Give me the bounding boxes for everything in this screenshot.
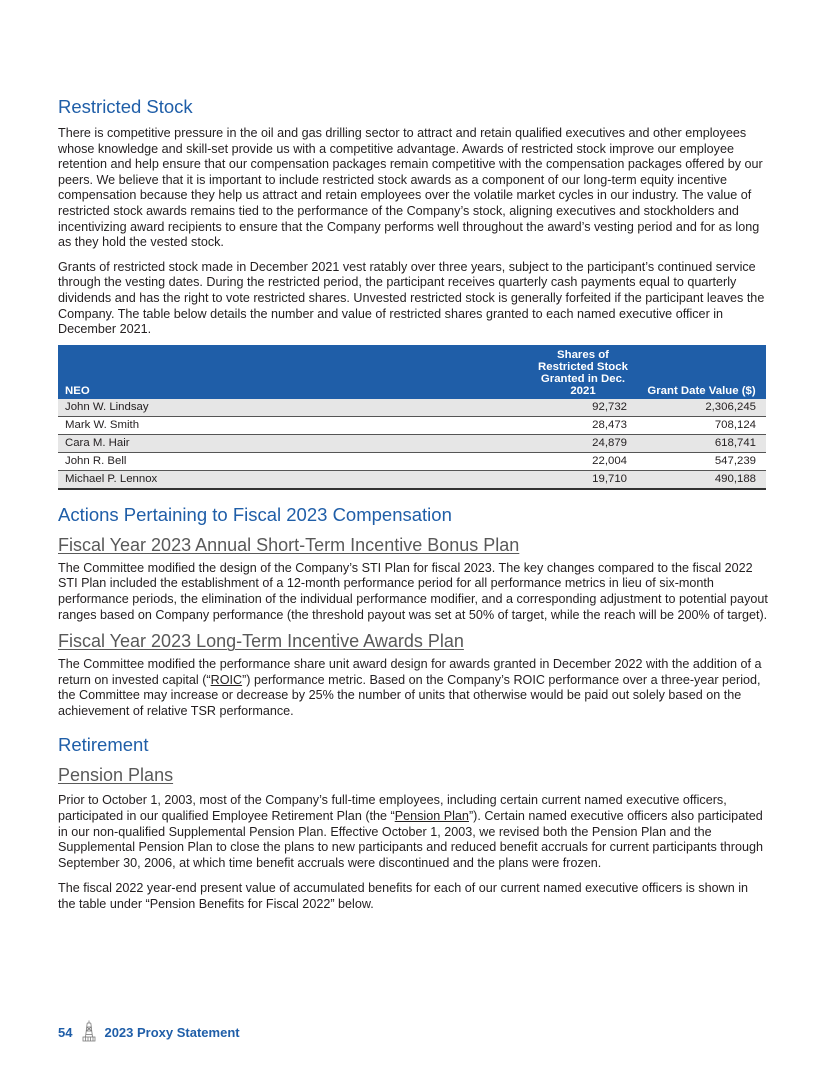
table-header-row [58, 345, 766, 399]
pension-paragraph-1 [58, 793, 768, 871]
actions-heading: Actions Pertaining to Fiscal 2023 Compensation [58, 503, 452, 525]
main-content [58, 96, 768, 913]
lti-plan-paragraph [58, 657, 768, 719]
header-grant-date-value: Grant Date Value ($) [637, 345, 766, 399]
lti-plan-heading: Fiscal Year 2023 Long-Term Incentive Awards Plan [58, 631, 464, 652]
row-value: 2,306,245 [637, 399, 766, 417]
pension-plans-heading: Pension Plans [58, 765, 174, 786]
row-neo-name: Michael P. Lennox [58, 470, 529, 489]
sti-plan-heading: Fiscal Year 2023 Annual Short-Term Incentive Bonus Plan [58, 534, 520, 555]
table-row [58, 470, 766, 489]
row-value: 708,124 [637, 416, 766, 434]
row-shares: 28,473 [529, 416, 637, 434]
sti-plan-paragraph: The Committee modified the design of the Company’s STI Plan for fiscal 2023. The key changes compared to the fiscal 2022 STI Plan included the establishment of a 12-month performance period for all performance metrics in lieu of six-month performance periods, the elimination of the individual performance modifier, and a corresponding adjustment to potential payout ranges based on Company performance (the threshold payout was set at 50% of target, while the reach will be 200% of target). [58, 560, 768, 622]
row-shares: 92,732 [529, 399, 637, 417]
drilling-rig-icon [82, 1020, 96, 1045]
lti-text-part-2: ”) performance metric. Based on the Company’s ROIC performance over a three-year period, the Committee may increase or decrease by 25% the number of units that otherwise would be paid out solely based on the achievement of relative TSR performance. [58, 672, 761, 718]
retirement-heading: Retirement [58, 734, 149, 756]
row-neo-name: John W. Lindsay [58, 399, 529, 417]
row-shares: 24,879 [529, 434, 637, 452]
row-neo-name: John R. Bell [58, 452, 529, 470]
footer-title: 2023 Proxy Statement [104, 1024, 240, 1040]
pension-plan-defined-term: Pension Plan [394, 809, 469, 824]
pension-text-part-1: Prior to October 1, 2003, most of the Company’s full-time employees, including certain current named executive officers, participated in our qualified Employee Retirement Plan (the “ [58, 793, 727, 824]
header-neo: NEO [58, 345, 529, 399]
table-row [58, 399, 766, 417]
row-shares: 22,004 [529, 452, 637, 470]
lti-text-part-1: The Committee modified the performance share unit award design for awards granted in December 2022 with the addition of a return on invested capital (“ [58, 657, 762, 687]
table-row [58, 434, 766, 452]
pension-text-part-2: ”). Certain named executive officers also participated in our non-qualified Supplemental Pension Plan. Effective October 1, 2003, we revised both the Pension Plan and the Supplemental Pension Plan to close the plans to new participants and reduced benefit accruals for current participants through September 30, 2006, at which time benefit accruals were discontinued and the plans were frozen. [58, 809, 763, 870]
row-shares: 19,710 [529, 470, 637, 489]
restricted-stock-heading: Restricted Stock [58, 96, 193, 117]
page-number: 54 [58, 1024, 73, 1040]
table-row [58, 416, 766, 434]
pension-paragraph-2: The fiscal 2022 year-end present value of accumulated benefits for each of our current named executive officers is shown in the table under “Pension Benefits for Fiscal 2022” below. [58, 881, 749, 912]
row-neo-name: Cara M. Hair [58, 434, 529, 452]
row-value: 618,741 [637, 434, 766, 452]
roic-defined-term: ROIC [210, 672, 243, 687]
row-value: 547,239 [637, 452, 766, 470]
table-row [58, 452, 766, 470]
page-footer [58, 1023, 240, 1041]
header-shares-granted: Shares of Restricted Stock Granted in Dec. 2021 [529, 345, 637, 399]
restricted-stock-table [58, 345, 766, 490]
restricted-stock-paragraph-1: There is competitive pressure in the oil and gas drilling sector to attract and retain qualified executives and other employees whose knowledge and skill-set provide us with a competitive advantage. Awards of restricted stock improve our employee retention and help ensure that our compensation packages remain competitive with the compensation packages offered by our peers. We believe that it is important to include restricted stock awards as a component of our long-term equity incentive compensation because they help us attract and retain employees over the volatile market cycles in our industry. The value of restricted stock awards remains tied to the performance of the Company’s stock, aligning executives and stockholders and incentivizing award recipients to ensure that the Company performs well throughout the award’s vesting period and for as long as they hold the vested stock. [58, 126, 763, 250]
row-value: 490,188 [637, 470, 766, 489]
restricted-stock-paragraph-2: Grants of restricted stock made in December 2021 vest ratably over three years, subject to the participant’s continued service through the vesting dates. During the restricted period, the participant receives quarterly cash payments equal to quarterly dividends and has the right to vote restricted shares. Unvested restricted stock is generally forfeited if the participant leaves the Company. The table below details the number and value of restricted shares granted to each named executive officer in December 2021. [58, 259, 765, 337]
row-neo-name: Mark W. Smith [58, 416, 529, 434]
